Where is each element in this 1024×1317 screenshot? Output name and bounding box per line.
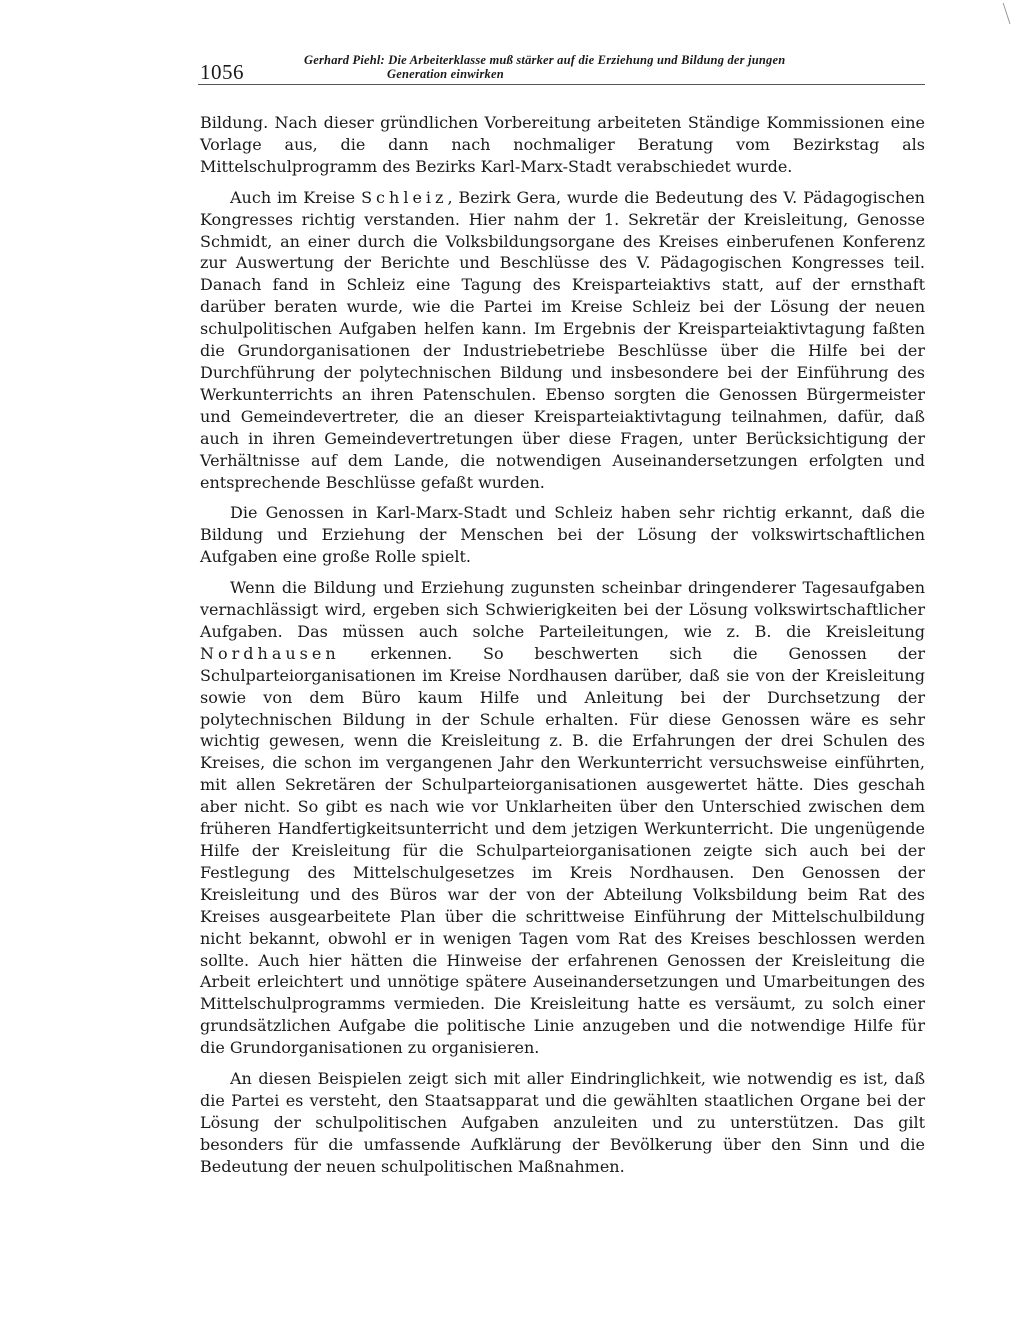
paragraph-4-rest: erkennen. So beschwerten sich die Genossen der Schulparteiorganisationen im Kreise Nordhausen darüber, daß sie von der Kreisleitung sowie von dem Büro kaum Hilfe und Anleitung bei der Durchsetzung der polytechnischen Bildung in der Schule erhalten. Für diese Genossen wäre es sehr wichtig gewesen, wenn die Kreisleitung z. B. die Erfahrungen der drei Schulen des Kreises, die schon im vergangenen Jahr den Werkunterricht versuchsweise einführten, mit allen Sekretären der Schulparteiorganisationen ausgewertet hätte. Dies geschah aber nicht. So gibt es nach wie vor Unklarheiten über den Unterschied zwischen dem früheren Handfertigkeitsunterricht und dem jetzigen Werkunterricht. Die ungenügende Hilfe der Kreisleitung für die Schulparteiorganisationen zeigte sich auch bei der Festlegung des Mittelschulgesetzes im Kreis Nordhausen. Den Genossen der Kreisleitung und des Büros war der von der Abteilung Volksbildung beim Rat des Kreises ausgearbeitete Plan über die schrittweise Einführung der Mittelschulbildung nicht bekannt, obwohl er in wenigen Tagen vom Rat des Kreises beschlossen werden sollte. Auch hier hätten die Hinweise der erfahrenen Genossen der Kreisleitung die Arbeit erleichtert und unnötige spätere Auseinandersetzungen und Umarbeitungen des Mittelschulprogramms vermieden. Die Kreisleitung hatte es versäumt, zu solch einer grundsätzlichen Aufgabe die politische Linie anzugeben und die notwendige Hilfe für die Grundorganisationen zu organisieren.	[200, 643, 925, 1058]
body-text	[200, 112, 925, 1178]
paragraph-1: Bildung. Nach dieser gründlichen Vorbereitung arbeiteten Ständige Kommissionen eine Vorlage aus, die dann nach nochmaliger Beratung vom Bezirkstag als Mittelschulprogramm des Bezirks Karl-Marx-Stadt verabschiedet wurde.	[200, 113, 925, 176]
running-head-line-1: Gerhard Piehl: Die Arbeiterklasse muß stärker auf die Erziehung und Bildung der jungen	[304, 53, 786, 67]
paragraph-2-start: Auch im Kreise	[230, 187, 362, 207]
running-head-line-2: Generation einwirken	[387, 67, 504, 81]
emphasis-schleiz: Schleiz	[361, 187, 448, 207]
paragraph-4	[200, 577, 925, 1059]
paragraph-5: An diesen Beispielen zeigt sich mit aller Eindringlichkeit, wie notwendig es ist, daß die Partei es versteht, den Staatsapparat und die gewählten staatlichen Organe bei der Lösung der schulpolitischen Aufgaben anzuleiten und zu unterstützen. Das gilt besonders für die umfassende Aufklärung der Bevölkerung über den Sinn und die Bedeutung der neuen schulpolitischen Maßnahmen.	[200, 1069, 925, 1176]
emphasis-nordhausen: Nordhausen	[200, 643, 340, 663]
scan-mark	[1003, 2, 1014, 24]
header-rule	[198, 84, 925, 85]
paragraph-2-rest: , Bezirk Gera, wurde die Bedeutung des V. Pädagogischen Kongresses richtig verstanden. Hier nahm der 1. Sekretär der Kreisleitung, Genosse Schmidt, an einer durch die Volksbildungsorgane des Kreises einberufenen Konferenz zur Auswertung der Berichte und Beschlüsse des V. Pädagogischen Kongresses teil. Danach fand in Schleiz eine Tagung des Kreisparteiaktivs statt, auf der ernsthaft darüber beraten wurde, wie die Partei im Kreise Schleiz bei der Lösung der neuen schulpolitischen Aufgaben helfen kann. Im Ergebnis der Kreisparteiaktivtagung faßten die Grundorganisationen der Industriebetriebe Beschlüsse über die Hilfe bei der Durchführung der polytechnischen Bildung und insbesondere bei der Einführung des Werkunterrichts an ihren Patenschulen. Ebenso sorgten die Genossen Bürgermeister und Gemeindevertreter, die an dieser Kreisparteiaktivtagung teilnahmen, dafür, daß auch in ihren Gemeindevertretungen über diese Fragen, unter Berücksichtigung der Verhältnisse auf dem Lande, die notwendigen Auseinandersetzungen erfolgten und entsprechende Beschlüsse gefaßt wurden.	[200, 187, 925, 492]
page-number: 1056	[200, 60, 244, 84]
paragraph-3: Die Genossen in Karl-Marx-Stadt und Schleiz haben sehr richtig erkannt, daß die Bildung und Erziehung der Menschen bei der Lösung der volkswirtschaftlichen Aufgaben eine große Rolle spielt.	[200, 503, 925, 567]
paragraph-4-start: Wenn die Bildung und Erziehung zugunsten scheinbar dringenderer Tagesaufgaben vernachlässigt wird, ergeben sich Schwierigkeiten bei der Lösung volkswirtschaftlicher Aufgaben. Das müssen auch solche Parteileitungen, wie z. B. die Kreisleitung	[200, 578, 925, 641]
running-head	[304, 53, 926, 81]
paragraph-2	[200, 187, 925, 494]
